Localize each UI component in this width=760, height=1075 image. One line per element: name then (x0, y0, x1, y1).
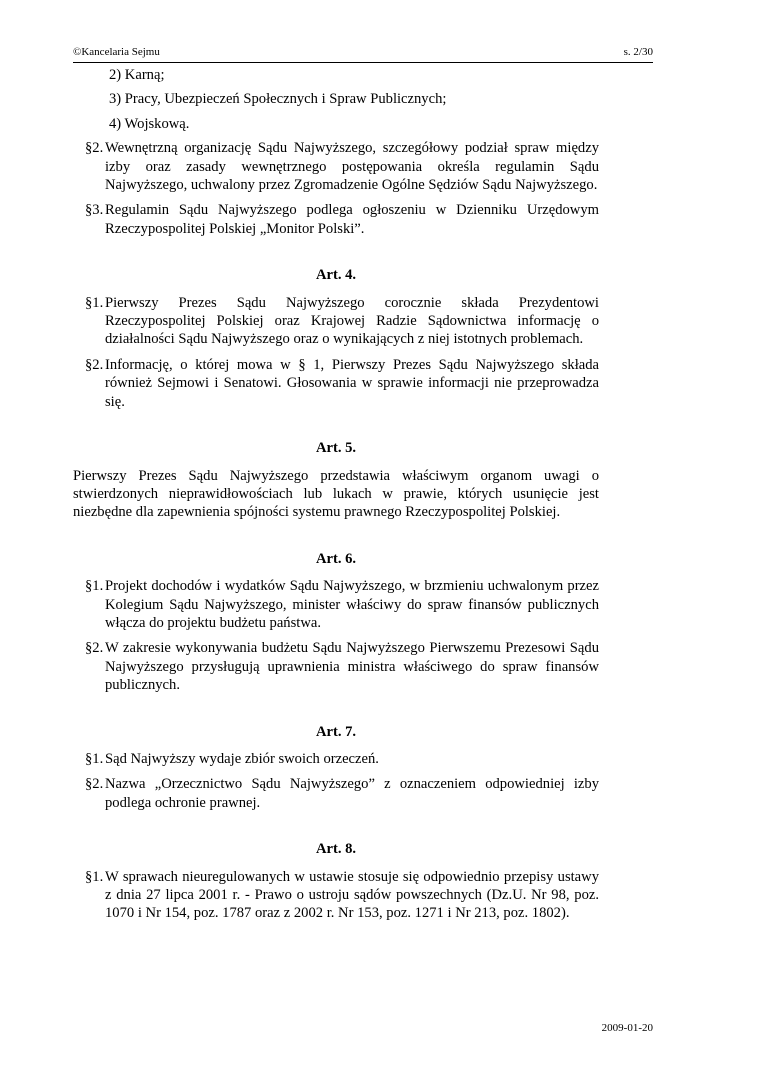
paragraph-text: Sąd Najwyższy wydaje zbiór swoich orzeczeń. (105, 750, 379, 767)
list-item: 3) Pracy, Ubezpieczeń Społecznych i Spraw Publicznych; (109, 91, 447, 108)
paragraph-number: §1. (85, 868, 104, 885)
paragraph-number: §2. (85, 356, 104, 373)
list-item: 2) Karną; (109, 67, 165, 83)
paragraph-number: §3. (85, 202, 104, 219)
paragraph (73, 868, 599, 923)
article-heading: Art. 7. (315, 723, 357, 740)
paragraph-number: §1. (85, 294, 104, 311)
article-heading: Art. 4. (315, 267, 357, 284)
paragraph (73, 294, 599, 349)
paragraph-text: Nazwa „Orzecznictwo Sądu Najwyższego” z oznaczeniem odpowiedniej izby podlega ochronie prawnej. (105, 776, 599, 811)
header-publisher: ©Kancelaria Sejmu (73, 46, 160, 58)
paragraph (73, 750, 599, 768)
paragraph (73, 639, 599, 694)
article-heading: Art. 6. (315, 550, 357, 567)
paragraph-number: §1. (85, 750, 104, 767)
list-item: 4) Wojskową. (109, 115, 190, 132)
paragraph-text: Informację, o której mowa w § 1, Pierwszy Prezes Sądu Najwyższego składa również Sejmowi i Senatowi. Głosowania w sprawie informacji nie przeprowadza się. (105, 356, 599, 410)
paragraph-text: Projekt dochodów i wydatków Sądu Najwyższego, w brzmieniu uchwalonym przez Kolegium Sądu Najwyższego, minister właściwy do spraw finansów publicznych włącza do projektu budżetu państwa. (105, 578, 599, 631)
paragraph-text: Regulamin Sądu Najwyższego podlega ogłoszeniu w Dzienniku Urzędowym Rzeczypospolitej Polskiej „Monitor Polski”. (105, 202, 599, 237)
document-body (73, 66, 599, 930)
article-heading: Art. 5. (315, 440, 357, 457)
article-text: Pierwszy Prezes Sądu Najwyższego przedstawia właściwym organom uwagi o stwierdzonych nieprawidłowościach lub lukach w prawie, których usunięcie jest niezbędne dla zapewnienia spójności systemu prawnego Rzeczypospolitej Polskiej. (73, 467, 599, 521)
paragraph (73, 201, 599, 238)
paragraph-number: §1. (85, 578, 104, 595)
paragraph-number: §2. (85, 776, 104, 793)
paragraph (73, 139, 599, 194)
paragraph-number: §2. (85, 640, 104, 657)
paragraph-number: §2. (85, 140, 104, 157)
paragraph-text: Pierwszy Prezes Sądu Najwyższego corocznie składa Prezydentowi Rzeczypospolitej Polskiej oraz Krajowej Radzie Sądownictwa informację o działalności Sądu Najwyższego oraz o wynikających z niej istotnych problemach. (105, 294, 599, 348)
paragraph-text: W zakresie wykonywania budżetu Sądu Najwyższego Pierwszemu Prezesowi Sądu Najwyższego przysługują uprawnienia ministra właściwego do spraw finansów publicznych. (105, 640, 599, 694)
paragraph-text: Wewnętrzną organizację Sądu Najwyższego, szczegółowy podział spraw między izby oraz zasady wewnętrznego postępowania określa regulamin Sądu Najwyższego, uchwalony przez Zgromadzenie Ogólne Sędziów Sądu Najwyższego. (105, 140, 599, 194)
paragraph (73, 775, 599, 812)
paragraph (73, 577, 599, 632)
footer-date: 2009-01-20 (601, 1022, 653, 1034)
article-heading: Art. 8. (315, 841, 357, 858)
page-header (73, 46, 653, 63)
header-page-number: s. 2/30 (623, 46, 653, 58)
paragraph (73, 356, 599, 411)
paragraph-text: W sprawach nieuregulowanych w ustawie stosuje się odpowiednio przepisy ustawy z dnia 27 lipca 2001 r. - Prawo o ustroju sądów powszechnych (Dz.U. Nr 98, poz. 1070 i Nr 154, poz. 1787 oraz z 2002 r. Nr 153, poz. 1271 i Nr 213, poz. 1802). (105, 868, 599, 922)
